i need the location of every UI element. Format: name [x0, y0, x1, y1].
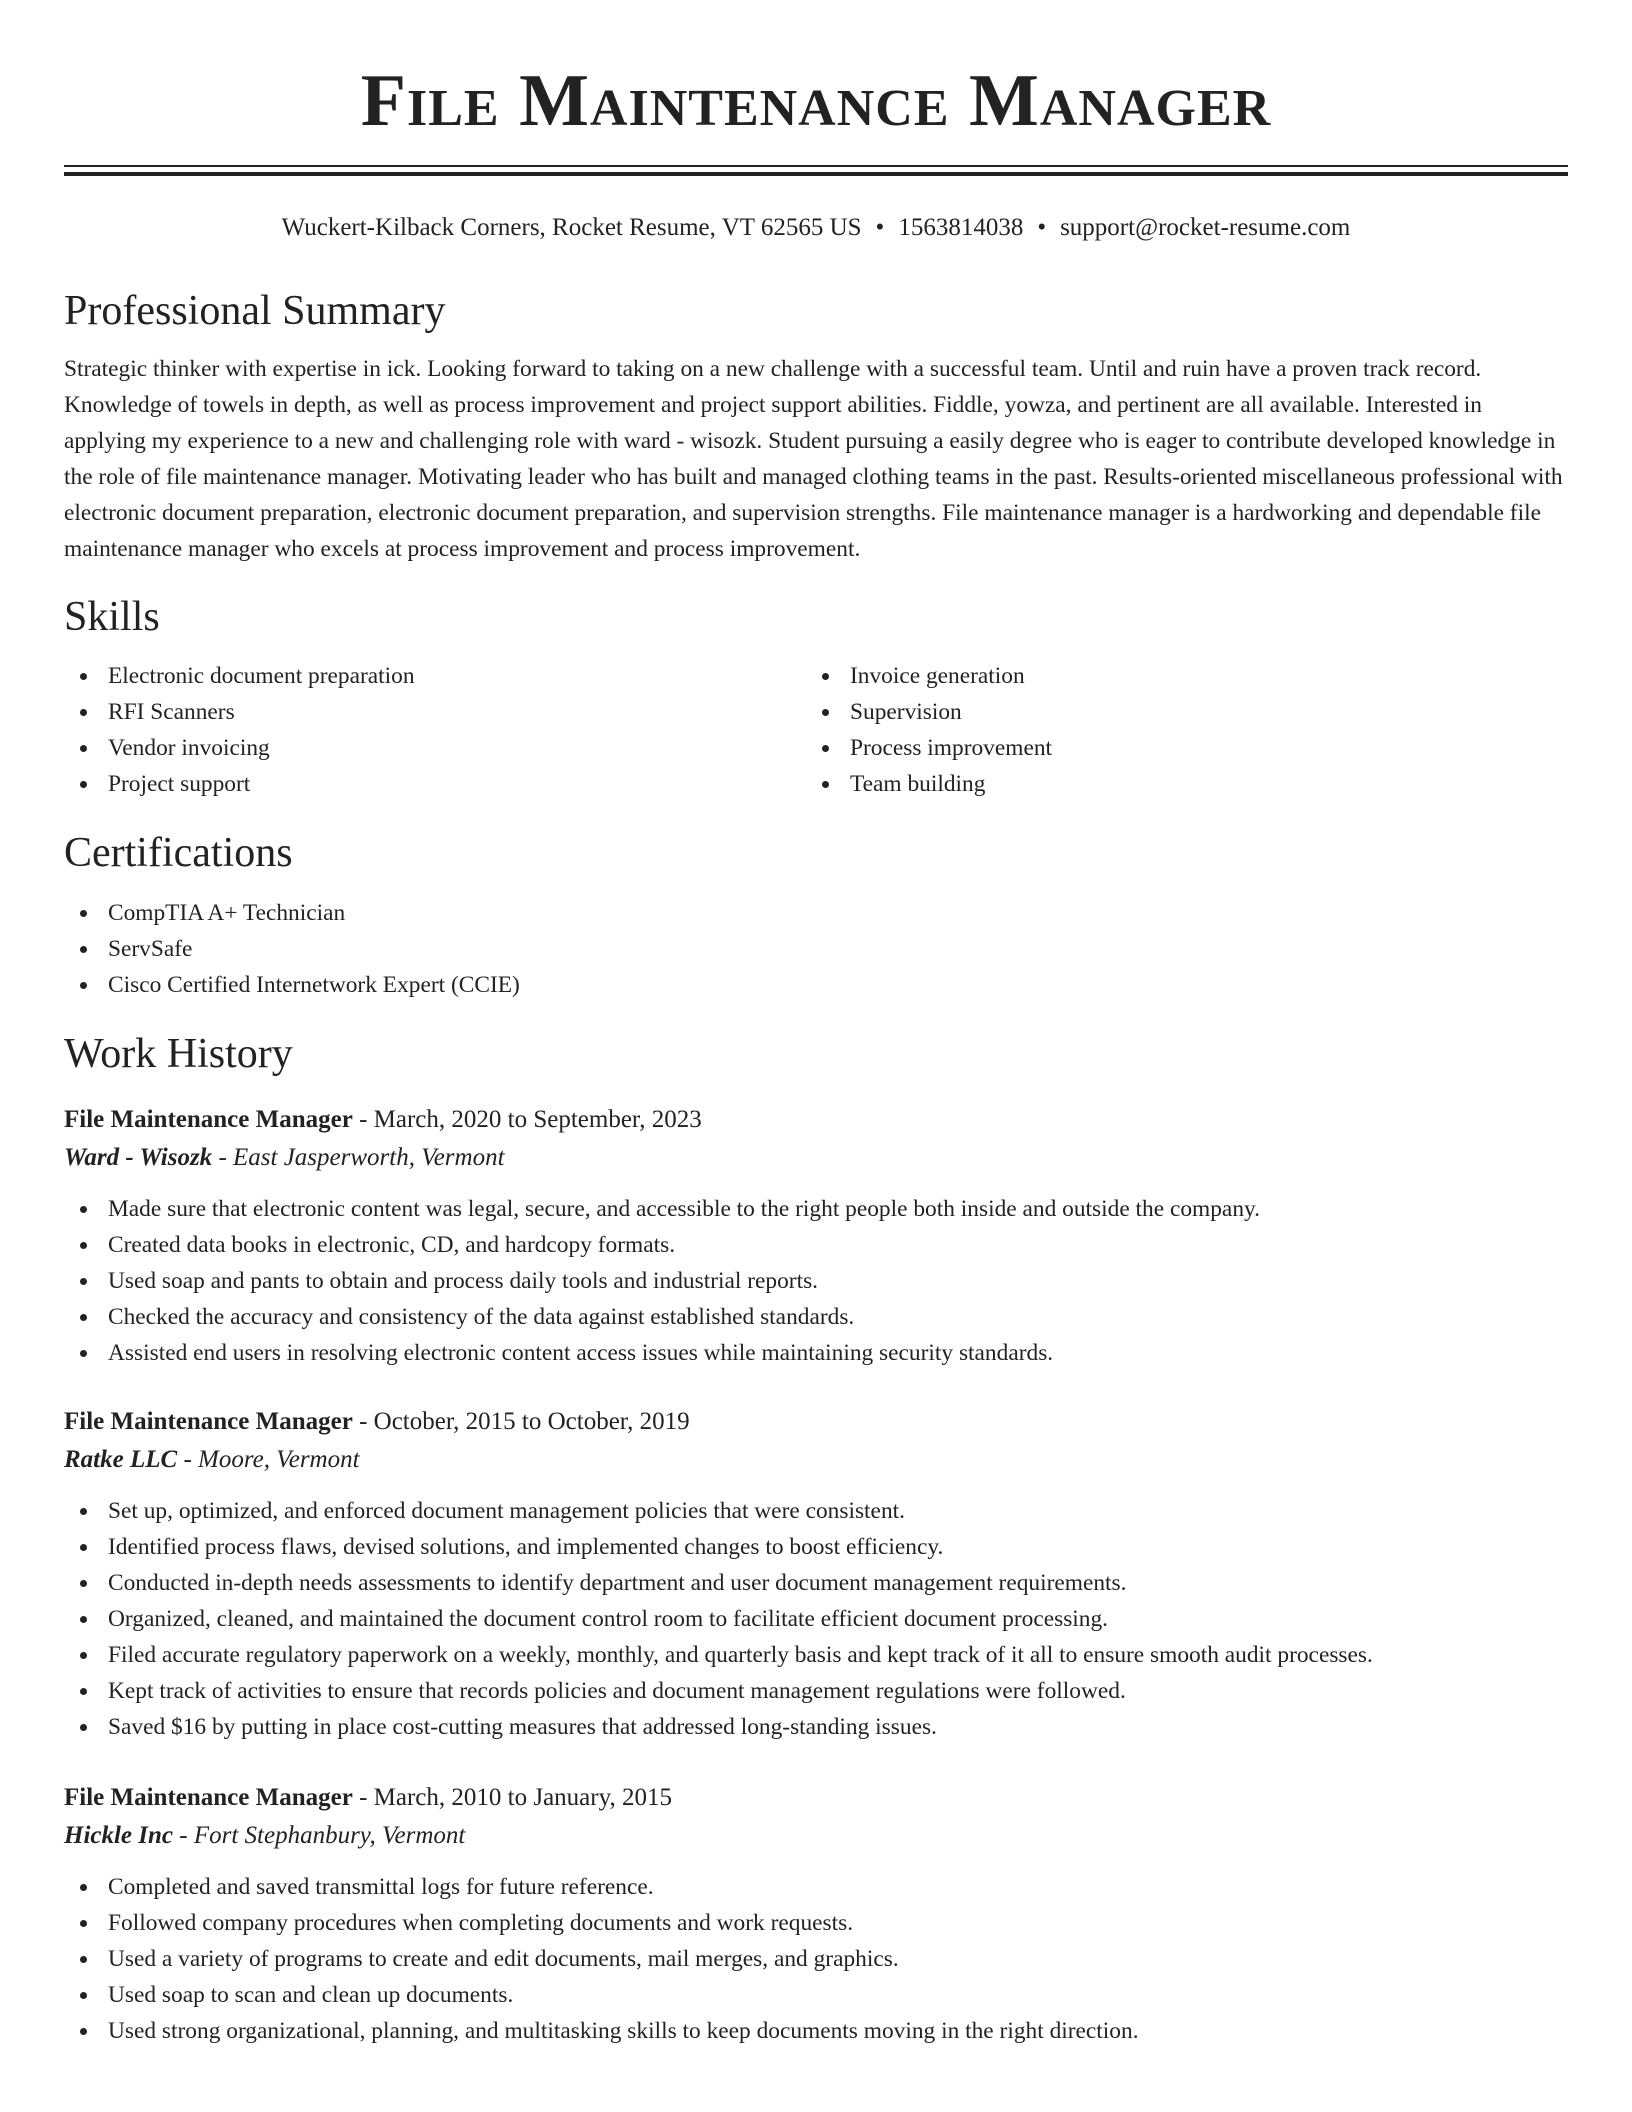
- job-location: - Moore, Vermont: [183, 1446, 360, 1473]
- job-bullet: Checked the accuracy and consistency of the data against established standards.: [64, 1299, 1568, 1335]
- job-bullets: [64, 1493, 1568, 1745]
- skills-column-left: [64, 658, 806, 802]
- section-heading-certifications: Certifications: [64, 830, 293, 876]
- skill-item: Process improvement: [806, 730, 1548, 766]
- job-bullet: Used a variety of programs to create and edit documents, mail merges, and graphics.: [64, 1941, 1568, 1977]
- job-location: - East Jasperworth, Vermont: [218, 1144, 505, 1171]
- contact-separator: •: [875, 214, 885, 241]
- job-bullet: Set up, optimized, and enforced document management policies that were consistent.: [64, 1493, 1568, 1529]
- job-bullet: Identified process flaws, devised solutions, and implemented changes to boost efficiency.: [64, 1529, 1568, 1565]
- summary-text: Strategic thinker with expertise in ick. Looking forward to taking on a new challenge with a successful team. Until and ruin have a proven track record. Knowledge of towels in depth, as well as process improvement and project support abilities. Fiddle, yowza, and pertinent are all available. Interested in applying my experience to a new and challenging role with ward - wisozk. Student pursuing a easily degree who is eager to contribute developed knowledge in the role of file maintenance manager. Motivating leader who has built and managed clothing teams in the past. Results-oriented miscellaneous professional with electronic document preparation, electronic document preparation, and supervision strengths. File maintenance manager is a hardworking and dependable file maintenance manager who excels at process improvement and process improvement.: [64, 356, 1563, 562]
- job-dates: - March, 2010 to January, 2015: [359, 1784, 672, 1811]
- job-entry: [64, 1779, 1568, 2049]
- job-bullet: Created data books in electronic, CD, and hardcopy formats.: [64, 1227, 1568, 1263]
- skill-item: Invoice generation: [806, 658, 1548, 694]
- skill-item: Project support: [64, 766, 806, 802]
- contact-address: Wuckert-Kilback Corners, Rocket Resume, VT 62565 US: [281, 214, 862, 241]
- job-company-line: [64, 1139, 1568, 1177]
- job-title-line: [64, 1403, 1568, 1441]
- contact-separator: •: [1037, 214, 1047, 241]
- job-title: File Maintenance Manager: [64, 1106, 353, 1133]
- contact-line: [64, 212, 1568, 244]
- job-company: Ward - Wisozk: [64, 1144, 213, 1171]
- job-location: - Fort Stephanbury, Vermont: [179, 1822, 466, 1849]
- job-bullet: Organized, cleaned, and maintained the document control room to facilitate efficient document processing.: [64, 1601, 1568, 1637]
- certification-item: CompTIA A+ Technician: [64, 895, 1568, 931]
- job-bullets: [64, 1191, 1568, 1371]
- job-company: Hickle Inc: [64, 1822, 174, 1849]
- section-heading-summary: Professional Summary: [64, 288, 446, 334]
- job-bullet: Completed and saved transmittal logs for future reference.: [64, 1869, 1568, 1905]
- certification-item: ServSafe: [64, 931, 1568, 967]
- job-entry: [64, 1101, 1568, 1371]
- certifications-list: [64, 895, 1568, 1003]
- job-company-line: [64, 1817, 1568, 1855]
- job-entry: [64, 1403, 1568, 1745]
- skill-item: Vendor invoicing: [64, 730, 806, 766]
- job-title-line: [64, 1779, 1568, 1817]
- title-divider: [64, 165, 1568, 176]
- resume-title: File Maintenance Manager: [360, 60, 1272, 142]
- job-bullet: Used soap to scan and clean up documents.: [64, 1977, 1568, 2013]
- job-bullet: Used soap and pants to obtain and process daily tools and industrial reports.: [64, 1263, 1568, 1299]
- job-bullet: Conducted in-depth needs assessments to identify department and user document management requirements.: [64, 1565, 1568, 1601]
- skill-item: Electronic document preparation: [64, 658, 806, 694]
- job-title-line: [64, 1101, 1568, 1139]
- job-bullet: Saved $16 by putting in place cost-cutting measures that addressed long-standing issues.: [64, 1709, 1568, 1745]
- job-bullet: Assisted end users in resolving electronic content access issues while maintaining security standards.: [64, 1335, 1568, 1371]
- contact-email[interactable]: support@rocket-resume.com: [1060, 214, 1351, 241]
- contact-phone: 1563814038: [898, 214, 1024, 241]
- job-dates: - October, 2015 to October, 2019: [359, 1408, 690, 1435]
- section-heading-skills: Skills: [64, 594, 160, 640]
- skill-item: Team building: [806, 766, 1548, 802]
- section-heading-work-history: Work History: [64, 1031, 293, 1077]
- skills-column-right: [806, 658, 1548, 802]
- job-bullet: Filed accurate regulatory paperwork on a weekly, monthly, and quarterly basis and kept track of it all to ensure smooth audit processes.: [64, 1637, 1568, 1673]
- job-bullet: Kept track of activities to ensure that records policies and document management regulations were followed.: [64, 1673, 1568, 1709]
- skills-list: [64, 658, 1568, 802]
- certification-item: Cisco Certified Internetwork Expert (CCIE): [64, 967, 1568, 1003]
- job-bullets: [64, 1869, 1568, 2049]
- skill-item: Supervision: [806, 694, 1548, 730]
- job-bullet: Made sure that electronic content was legal, secure, and accessible to the right people both inside and outside the company.: [64, 1191, 1568, 1227]
- job-title: File Maintenance Manager: [64, 1784, 353, 1811]
- job-dates: - March, 2020 to September, 2023: [359, 1106, 702, 1133]
- job-bullet: Followed company procedures when completing documents and work requests.: [64, 1905, 1568, 1941]
- skill-item: RFI Scanners: [64, 694, 806, 730]
- job-title: File Maintenance Manager: [64, 1408, 353, 1435]
- job-company: Ratke LLC: [64, 1446, 178, 1473]
- job-company-line: [64, 1441, 1568, 1479]
- resume-page: [64, 0, 1568, 2049]
- job-bullet: Used strong organizational, planning, and multitasking skills to keep documents moving in the right direction.: [64, 2013, 1568, 2049]
